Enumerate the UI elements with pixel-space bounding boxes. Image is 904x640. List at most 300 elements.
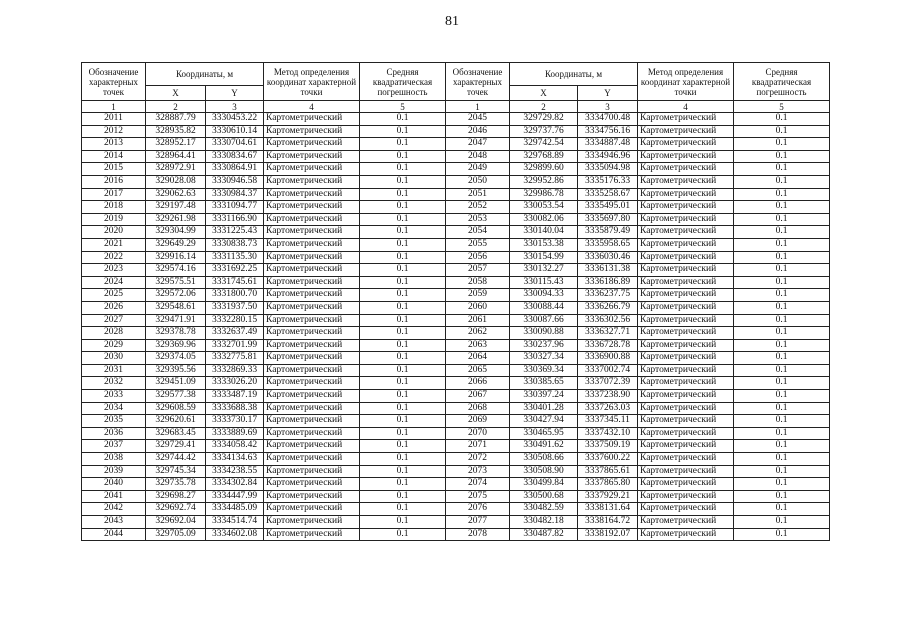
cell-error: 0.1 [360, 427, 446, 440]
table-row [82, 503, 830, 516]
cell-method: Картометрический [638, 150, 734, 163]
cell-coord-x: 329608.59 [146, 402, 206, 415]
cell-method: Картометрический [264, 465, 360, 478]
cell-coord-x: 330427.94 [510, 415, 578, 428]
cell-error: 0.1 [734, 440, 830, 453]
cell-error: 0.1 [360, 516, 446, 529]
header-x-right: X [510, 86, 578, 101]
cell-coord-y: 3336327.71 [578, 327, 638, 340]
cell-method: Картометрический [264, 339, 360, 352]
table-row [82, 138, 830, 151]
cell-point-id: 2022 [82, 251, 146, 264]
cell-coord-x: 330094.33 [510, 289, 578, 302]
cell-coord-x: 330465.95 [510, 427, 578, 440]
cell-method: Картометрический [638, 402, 734, 415]
cell-method: Картометрический [638, 415, 734, 428]
cell-coord-x: 329692.04 [146, 516, 206, 529]
cell-coord-x: 329744.42 [146, 453, 206, 466]
cell-coord-y: 3331094.77 [206, 201, 264, 214]
cell-point-id: 2053 [446, 213, 510, 226]
cell-point-id: 2061 [446, 314, 510, 327]
cell-coord-y: 3333487.19 [206, 390, 264, 403]
cell-coord-x: 329986.78 [510, 188, 578, 201]
cell-point-id: 2019 [82, 213, 146, 226]
cell-coord-y: 3333730.17 [206, 415, 264, 428]
cell-method: Картометрический [264, 264, 360, 277]
cell-point-id: 2026 [82, 301, 146, 314]
cell-error: 0.1 [734, 188, 830, 201]
cell-coord-y: 3333688.38 [206, 402, 264, 415]
cell-error: 0.1 [360, 201, 446, 214]
cell-method: Картометрический [638, 465, 734, 478]
cell-error: 0.1 [360, 276, 446, 289]
cell-method: Картометрический [638, 213, 734, 226]
cell-coord-x: 329705.09 [146, 528, 206, 541]
header-point-right: Обозначение характерных точек [446, 63, 510, 101]
cell-method: Картометрический [638, 478, 734, 491]
table-row [82, 314, 830, 327]
cell-coord-x: 328887.79 [146, 113, 206, 126]
table-row [82, 453, 830, 466]
cell-method: Картометрический [638, 352, 734, 365]
cell-coord-y: 3337002.74 [578, 364, 638, 377]
cell-method: Картометрический [264, 238, 360, 251]
table-row [82, 402, 830, 415]
cell-method: Картометрический [638, 276, 734, 289]
cell-method: Картометрический [638, 175, 734, 188]
cell-error: 0.1 [734, 377, 830, 390]
cell-error: 0.1 [734, 163, 830, 176]
col-number: 1 [446, 101, 510, 113]
cell-error: 0.1 [734, 490, 830, 503]
cell-method: Картометрический [264, 188, 360, 201]
cell-coord-x: 329378.78 [146, 327, 206, 340]
cell-point-id: 2078 [446, 528, 510, 541]
cell-method: Картометрический [638, 226, 734, 239]
cell-coord-y: 3337238.90 [578, 390, 638, 403]
header-y-right: Y [578, 86, 638, 101]
col-number: 1 [82, 101, 146, 113]
cell-method: Картометрический [264, 516, 360, 529]
cell-point-id: 2035 [82, 415, 146, 428]
col-number: 2 [510, 101, 578, 113]
table-row [82, 289, 830, 302]
cell-method: Картометрический [638, 289, 734, 302]
cell-coord-x: 329620.61 [146, 415, 206, 428]
cell-coord-y: 3333889.69 [206, 427, 264, 440]
cell-coord-x: 329577.38 [146, 390, 206, 403]
cell-coord-y: 3335495.01 [578, 201, 638, 214]
page-number: 81 [445, 14, 459, 29]
cell-point-id: 2028 [82, 327, 146, 340]
cell-coord-x: 330132.27 [510, 264, 578, 277]
cell-point-id: 2069 [446, 415, 510, 428]
cell-coord-x: 330327.34 [510, 352, 578, 365]
cell-point-id: 2034 [82, 402, 146, 415]
cell-method: Картометрический [638, 390, 734, 403]
cell-error: 0.1 [360, 264, 446, 277]
cell-error: 0.1 [360, 188, 446, 201]
cell-coord-x: 330482.18 [510, 516, 578, 529]
col-number: 4 [264, 101, 360, 113]
cell-coord-y: 3331135.30 [206, 251, 264, 264]
cell-error: 0.1 [360, 289, 446, 302]
cell-point-id: 2054 [446, 226, 510, 239]
cell-coord-x: 330508.90 [510, 465, 578, 478]
cell-point-id: 2052 [446, 201, 510, 214]
cell-coord-x: 330499.84 [510, 478, 578, 491]
cell-error: 0.1 [360, 251, 446, 264]
cell-coord-x: 330088.44 [510, 301, 578, 314]
cell-method: Картометрический [264, 415, 360, 428]
cell-coord-y: 3334238.55 [206, 465, 264, 478]
cell-error: 0.1 [734, 478, 830, 491]
cell-error: 0.1 [734, 427, 830, 440]
cell-error: 0.1 [734, 390, 830, 403]
col-number: 5 [734, 101, 830, 113]
cell-error: 0.1 [734, 226, 830, 239]
cell-coord-x: 329261.98 [146, 213, 206, 226]
cell-method: Картометрический [264, 377, 360, 390]
cell-coord-x: 329692.74 [146, 503, 206, 516]
cell-error: 0.1 [734, 201, 830, 214]
cell-coord-x: 330401.28 [510, 402, 578, 415]
cell-coord-x: 329768.89 [510, 150, 578, 163]
cell-point-id: 2072 [446, 453, 510, 466]
cell-point-id: 2051 [446, 188, 510, 201]
cell-point-id: 2047 [446, 138, 510, 151]
cell-point-id: 2023 [82, 264, 146, 277]
cell-coord-y: 3330946.58 [206, 175, 264, 188]
header-point: Обозначение характерных точек [82, 63, 146, 101]
cell-coord-x: 330500.68 [510, 490, 578, 503]
cell-method: Картометрический [638, 427, 734, 440]
cell-coord-y: 3337263.03 [578, 402, 638, 415]
cell-coord-y: 3337865.80 [578, 478, 638, 491]
table-row [82, 339, 830, 352]
cell-coord-x: 329548.61 [146, 301, 206, 314]
cell-point-id: 2025 [82, 289, 146, 302]
cell-method: Картометрический [264, 163, 360, 176]
table-row [82, 440, 830, 453]
header-coords: Координаты, м [146, 63, 264, 86]
cell-error: 0.1 [734, 503, 830, 516]
cell-coord-x: 330487.82 [510, 528, 578, 541]
cell-error: 0.1 [360, 226, 446, 239]
cell-method: Картометрический [264, 276, 360, 289]
cell-point-id: 2039 [82, 465, 146, 478]
cell-coord-y: 3331800.70 [206, 289, 264, 302]
cell-point-id: 2041 [82, 490, 146, 503]
cell-error: 0.1 [734, 113, 830, 126]
cell-method: Картометрический [264, 175, 360, 188]
cell-point-id: 2049 [446, 163, 510, 176]
cell-error: 0.1 [734, 175, 830, 188]
cell-coord-x: 329649.29 [146, 238, 206, 251]
cell-error: 0.1 [734, 314, 830, 327]
cell-coord-y: 3330984.37 [206, 188, 264, 201]
cell-coord-y: 3334602.08 [206, 528, 264, 541]
header-x: X [146, 86, 206, 101]
cell-method: Картометрический [264, 478, 360, 491]
cell-coord-x: 330153.38 [510, 238, 578, 251]
cell-coord-x: 328952.17 [146, 138, 206, 151]
cell-error: 0.1 [360, 490, 446, 503]
cell-error: 0.1 [360, 138, 446, 151]
cell-point-id: 2071 [446, 440, 510, 453]
cell-coord-x: 329742.54 [510, 138, 578, 151]
header-error-right: Средняя квадратическая погрешность [734, 63, 830, 101]
cell-point-id: 2018 [82, 201, 146, 214]
cell-coord-x: 329729.41 [146, 440, 206, 453]
cell-method: Картометрический [638, 453, 734, 466]
cell-point-id: 2062 [446, 327, 510, 340]
cell-point-id: 2056 [446, 251, 510, 264]
cell-coord-y: 3336266.79 [578, 301, 638, 314]
table-row [82, 213, 830, 226]
cell-point-id: 2076 [446, 503, 510, 516]
coordinates-table [81, 62, 830, 541]
cell-point-id: 2077 [446, 516, 510, 529]
cell-coord-y: 3332869.33 [206, 364, 264, 377]
cell-error: 0.1 [360, 377, 446, 390]
table-row [82, 516, 830, 529]
header-method: Метод определения координат характерной точки [264, 63, 360, 101]
cell-point-id: 2075 [446, 490, 510, 503]
cell-coord-y: 3332775.81 [206, 352, 264, 365]
cell-coord-x: 329899.60 [510, 163, 578, 176]
cell-coord-y: 3336900.88 [578, 352, 638, 365]
table-row [82, 327, 830, 340]
cell-method: Картометрический [638, 377, 734, 390]
cell-coord-x: 329698.27 [146, 490, 206, 503]
header-method-right: Метод определения координат характерной точки [638, 63, 734, 101]
cell-coord-y: 3336030.46 [578, 251, 638, 264]
cell-coord-x: 329735.78 [146, 478, 206, 491]
cell-point-id: 2014 [82, 150, 146, 163]
cell-point-id: 2046 [446, 125, 510, 138]
cell-method: Картометрический [638, 201, 734, 214]
cell-point-id: 2067 [446, 390, 510, 403]
cell-error: 0.1 [360, 440, 446, 453]
table-row [82, 264, 830, 277]
cell-coord-y: 3335879.49 [578, 226, 638, 239]
table-row [82, 201, 830, 214]
table-row [82, 175, 830, 188]
cell-coord-x: 330385.65 [510, 377, 578, 390]
cell-method: Картометрический [638, 264, 734, 277]
table-row [82, 251, 830, 264]
cell-coord-y: 3330453.22 [206, 113, 264, 126]
cell-coord-y: 3332701.99 [206, 339, 264, 352]
table-row [82, 427, 830, 440]
cell-point-id: 2021 [82, 238, 146, 251]
cell-error: 0.1 [734, 238, 830, 251]
table-body [82, 113, 830, 541]
cell-error: 0.1 [734, 528, 830, 541]
cell-point-id: 2024 [82, 276, 146, 289]
cell-coord-x: 330115.43 [510, 276, 578, 289]
cell-method: Картометрический [264, 402, 360, 415]
cell-coord-x: 329729.82 [510, 113, 578, 126]
cell-error: 0.1 [734, 213, 830, 226]
table-row [82, 188, 830, 201]
cell-error: 0.1 [734, 138, 830, 151]
cell-method: Картометрический [638, 516, 734, 529]
cell-point-id: 2060 [446, 301, 510, 314]
cell-coord-y: 3331937.50 [206, 301, 264, 314]
cell-method: Картометрический [264, 201, 360, 214]
cell-method: Картометрический [264, 289, 360, 302]
cell-method: Картометрический [264, 138, 360, 151]
cell-coord-x: 330087.66 [510, 314, 578, 327]
cell-error: 0.1 [734, 251, 830, 264]
cell-coord-x: 330237.96 [510, 339, 578, 352]
cell-coord-y: 3335258.67 [578, 188, 638, 201]
cell-coord-x: 329574.16 [146, 264, 206, 277]
table-row [82, 390, 830, 403]
cell-point-id: 2073 [446, 465, 510, 478]
cell-error: 0.1 [360, 528, 446, 541]
cell-coord-y: 3330864.91 [206, 163, 264, 176]
cell-error: 0.1 [360, 125, 446, 138]
cell-method: Картометрический [264, 113, 360, 126]
cell-error: 0.1 [734, 339, 830, 352]
cell-coord-x: 330082.06 [510, 213, 578, 226]
cell-coord-y: 3338164.72 [578, 516, 638, 529]
cell-coord-y: 3330834.67 [206, 150, 264, 163]
table-row [82, 125, 830, 138]
table-row [82, 150, 830, 163]
table-row [82, 415, 830, 428]
cell-error: 0.1 [360, 390, 446, 403]
cell-coord-y: 3330838.73 [206, 238, 264, 251]
cell-error: 0.1 [360, 175, 446, 188]
cell-point-id: 2013 [82, 138, 146, 151]
cell-coord-x: 328964.41 [146, 150, 206, 163]
table-row [82, 301, 830, 314]
cell-error: 0.1 [734, 276, 830, 289]
cell-coord-x: 330397.24 [510, 390, 578, 403]
cell-error: 0.1 [734, 352, 830, 365]
cell-method: Картометрический [638, 339, 734, 352]
cell-coord-x: 330053.54 [510, 201, 578, 214]
cell-coord-y: 3337432.10 [578, 427, 638, 440]
cell-point-id: 2057 [446, 264, 510, 277]
cell-coord-y: 3336131.38 [578, 264, 638, 277]
cell-coord-x: 329737.76 [510, 125, 578, 138]
cell-error: 0.1 [360, 163, 446, 176]
cell-method: Картометрический [638, 125, 734, 138]
cell-error: 0.1 [360, 314, 446, 327]
cell-coord-y: 3334514.74 [206, 516, 264, 529]
header-coords-right: Координаты, м [510, 63, 638, 86]
col-number: 3 [206, 101, 264, 113]
cell-coord-y: 3335176.33 [578, 175, 638, 188]
cell-method: Картометрический [638, 251, 734, 264]
cell-method: Картометрический [638, 314, 734, 327]
cell-error: 0.1 [734, 364, 830, 377]
cell-method: Картометрический [638, 364, 734, 377]
cell-coord-x: 329572.06 [146, 289, 206, 302]
cell-error: 0.1 [734, 453, 830, 466]
cell-point-id: 2045 [446, 113, 510, 126]
cell-method: Картометрический [264, 327, 360, 340]
cell-method: Картометрический [264, 440, 360, 453]
cell-coord-x: 330508.66 [510, 453, 578, 466]
cell-point-id: 2063 [446, 339, 510, 352]
cell-error: 0.1 [360, 453, 446, 466]
table-row [82, 377, 830, 390]
cell-point-id: 2074 [446, 478, 510, 491]
cell-coord-x: 329369.96 [146, 339, 206, 352]
cell-point-id: 2064 [446, 352, 510, 365]
cell-point-id: 2031 [82, 364, 146, 377]
cell-coord-y: 3332637.49 [206, 327, 264, 340]
cell-coord-x: 330369.34 [510, 364, 578, 377]
cell-point-id: 2011 [82, 113, 146, 126]
cell-method: Картометрический [264, 364, 360, 377]
cell-method: Картометрический [638, 238, 734, 251]
cell-error: 0.1 [360, 503, 446, 516]
cell-error: 0.1 [734, 125, 830, 138]
cell-coord-x: 330491.62 [510, 440, 578, 453]
cell-method: Картометрический [638, 163, 734, 176]
cell-coord-y: 3331692.25 [206, 264, 264, 277]
cell-error: 0.1 [360, 402, 446, 415]
table-header [82, 63, 830, 113]
cell-coord-y: 3331166.90 [206, 213, 264, 226]
cell-coord-x: 330154.99 [510, 251, 578, 264]
cell-error: 0.1 [734, 516, 830, 529]
cell-coord-y: 3336186.89 [578, 276, 638, 289]
cell-error: 0.1 [734, 301, 830, 314]
cell-coord-y: 3334946.96 [578, 150, 638, 163]
cell-method: Картометрический [638, 327, 734, 340]
cell-method: Картометрический [264, 125, 360, 138]
cell-point-id: 2058 [446, 276, 510, 289]
cell-method: Картометрический [264, 150, 360, 163]
cell-coord-y: 3332280.15 [206, 314, 264, 327]
cell-point-id: 2032 [82, 377, 146, 390]
cell-point-id: 2027 [82, 314, 146, 327]
cell-coord-y: 3334134.63 [206, 453, 264, 466]
cell-method: Картометрический [638, 440, 734, 453]
cell-coord-y: 3334447.99 [206, 490, 264, 503]
cell-method: Картометрический [638, 490, 734, 503]
cell-method: Картометрический [638, 188, 734, 201]
cell-error: 0.1 [360, 238, 446, 251]
cell-point-id: 2050 [446, 175, 510, 188]
cell-coord-x: 329745.34 [146, 465, 206, 478]
cell-coord-x: 328935.82 [146, 125, 206, 138]
cell-point-id: 2040 [82, 478, 146, 491]
cell-error: 0.1 [360, 213, 446, 226]
cell-method: Картометрический [264, 213, 360, 226]
cell-point-id: 2037 [82, 440, 146, 453]
cell-point-id: 2043 [82, 516, 146, 529]
cell-coord-y: 3334302.84 [206, 478, 264, 491]
cell-coord-y: 3333026.20 [206, 377, 264, 390]
cell-coord-y: 3338131.64 [578, 503, 638, 516]
cell-coord-y: 3337509.19 [578, 440, 638, 453]
cell-point-id: 2033 [82, 390, 146, 403]
col-number: 5 [360, 101, 446, 113]
table-row [82, 226, 830, 239]
cell-point-id: 2029 [82, 339, 146, 352]
cell-point-id: 2042 [82, 503, 146, 516]
cell-coord-y: 3334756.16 [578, 125, 638, 138]
